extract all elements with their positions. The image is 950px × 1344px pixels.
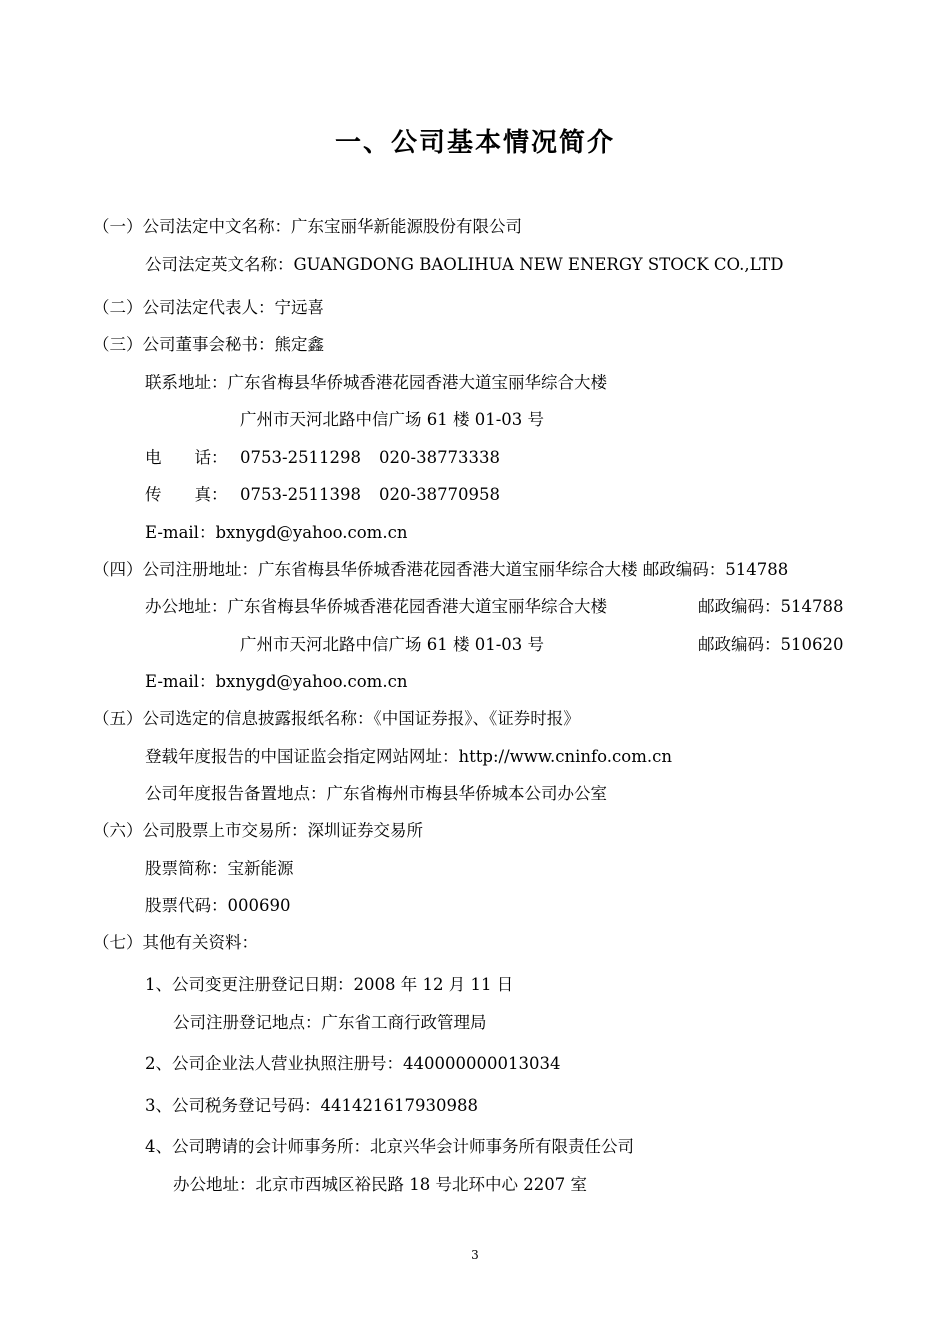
- business-license-line: 2、公司企业法人营业执照注册号：440000000013034: [145, 1054, 561, 1073]
- office-address-line-2: 广州市天河北路中信广场 61 楼 01-03 号: [240, 635, 545, 654]
- phone-value-1: 0753-2511298: [240, 448, 362, 467]
- email-line-2: E-mail：bxnygd@yahoo.com.cn: [145, 672, 408, 691]
- other-info-heading: （七）其他有关资料：: [93, 933, 258, 952]
- english-name-line: 公司法定英文名称：GUANGDONG BAOLIHUA NEW ENERGY STOCK CO.,LTD: [145, 255, 784, 274]
- report-location-line: 公司年度报告备置地点：广东省梅州市梅县华侨城本公司办公室: [145, 784, 607, 803]
- registration-date-line: 1、公司变更注册登记日期：2008 年 12 月 11 日: [145, 975, 514, 994]
- newspaper-line: （五）公司选定的信息披露报纸名称：《中国证券报》、《证券时报》: [93, 709, 580, 728]
- fax-value-2: 020-38770958: [379, 485, 501, 504]
- page-title: 一、公司基本情况简介: [334, 128, 615, 158]
- board-secretary-line: （三）公司董事会秘书：熊定鑫: [93, 335, 324, 354]
- accounting-firm-address-line: 办公地址：北京市西城区裕民路 18 号北环中心 2207 室: [173, 1175, 587, 1194]
- registration-place-line: 公司注册登记地点：广东省工商行政管理局: [173, 1013, 487, 1032]
- fax-label: 传 真：: [145, 485, 228, 504]
- phone-label: 电 话：: [145, 448, 228, 467]
- stock-exchange-line: （六）公司股票上市交易所：深圳证券交易所: [93, 821, 423, 840]
- tax-number-line: 3、公司税务登记号码：441421617930988: [145, 1096, 478, 1115]
- phone-value-2: 020-38773338: [379, 448, 501, 467]
- stock-abbr-line: 股票简称：宝新能源: [145, 859, 294, 878]
- office-address-line: 办公地址：广东省梅县华侨城香港花园香港大道宝丽华综合大楼: [145, 597, 607, 616]
- page-number: 3: [471, 1248, 479, 1262]
- contact-address-line: 联系地址：广东省梅县华侨城香港花园香港大道宝丽华综合大楼: [145, 373, 607, 392]
- registered-address-line: （四）公司注册地址：广东省梅县华侨城香港花园香港大道宝丽华综合大楼 邮政编码：514788: [93, 560, 789, 579]
- office-postcode-2: 邮政编码：510620: [698, 635, 844, 654]
- accounting-firm-line: 4、公司聘请的会计师事务所：北京兴华会计师事务所有限责任公司: [145, 1137, 634, 1156]
- office-postcode-1: 邮政编码：514788: [698, 597, 844, 616]
- fax-value-1: 0753-2511398: [240, 485, 362, 504]
- email-line: E-mail：bxnygd@yahoo.com.cn: [145, 523, 408, 542]
- legal-rep-line: （二）公司法定代表人：宁远喜: [93, 298, 324, 317]
- website-line: 登载年度报告的中国证监会指定网站网址：http://www.cninfo.com.cn: [145, 747, 672, 766]
- contact-address-line-2: 广州市天河北路中信广场 61 楼 01-03 号: [240, 410, 545, 429]
- stock-code-line: 股票代码：000690: [145, 896, 291, 915]
- chinese-name-line: （一）公司法定中文名称：广东宝丽华新能源股份有限公司: [93, 217, 522, 236]
